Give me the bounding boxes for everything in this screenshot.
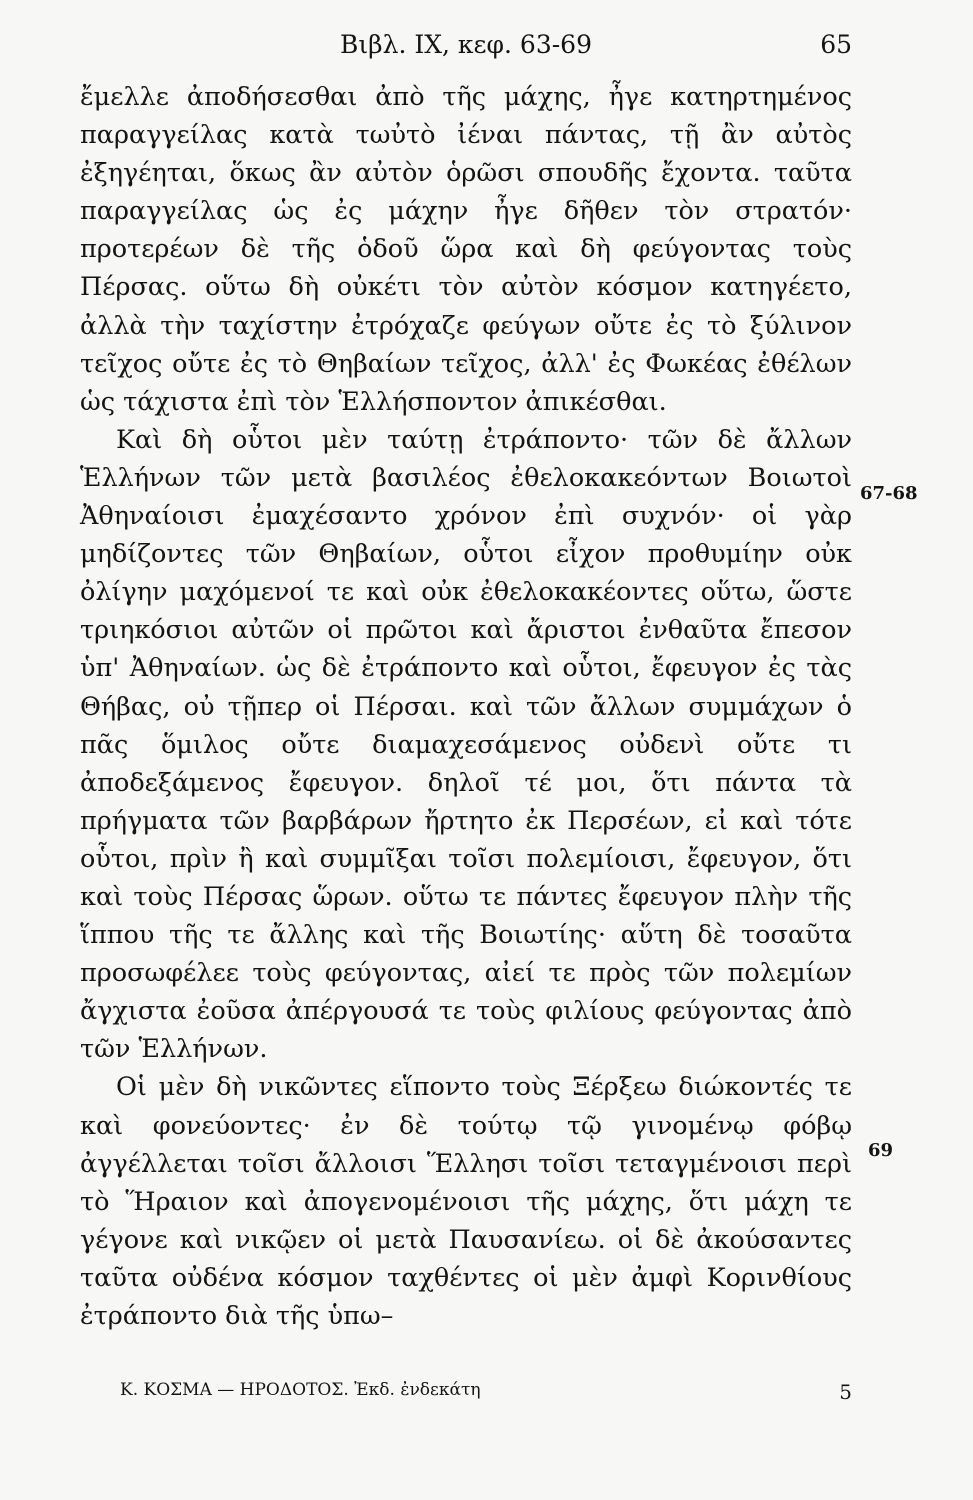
paragraph-3: Οἱ μὲν δὴ νικῶντες εἵποντο τοὺς Ξέρξεω διώκοντές τε καὶ φονεύοντες· ἐν δὲ τούτῳ τῷ γινομένῳ φόβῳ ἀγγέλλεται τοῖσι ἄλλοισι Ἕλλησι τοῖσι τεταγμένοισι περὶ τὸ Ἥραιον καὶ ἀπογενομένοισι τῆς μάχης, ὅτι μάχη τε γέγονε καὶ νικῷεν οἱ μετὰ Παυσανίεω. οἱ δὲ ἀκούσαντες ταῦτα οὐδένα κόσμον ταχθέντες οἱ μὲν ἀμφὶ Κορινθίους ἐτράποντο διὰ τῆς ὑπω– [80,1072,852,1331]
margin-note-69: 69 [868,1140,894,1161]
margin-note-67-68: 67-68 [860,483,918,504]
page-header [80,30,852,70]
paragraph-2: Καὶ δὴ οὗτοι μὲν ταύτῃ ἐτράποντο· τῶν δὲ ἄλλων Ἑλλήνων τῶν μετὰ βασιλέος ἐθελοκακεόντων Βοιωτοὶ Ἀθηναίοισι ἐμαχέσαντο χρόνον ἐπὶ συχνόν· οἱ γὰρ μηδίζοντες τῶν Θηβαίων, οὗτοι εἶχον προθυμίην οὐκ ὀλίγην μαχόμενοί τε καὶ οὐκ ἐθελοκακέοντες οὕτω, ὥστε τριηκόσιοι αὐτῶν οἱ πρῶτοι καὶ ἄριστοι ἐνθαῦτα ἔπεσον ὑπ' Ἀθηναίων. ὡς δὲ ἐτράποντο καὶ οὗτοι, ἔφευγον ἐς τὰς Θήβας, οὐ τῇπερ οἱ Πέρσαι. καὶ τῶν ἄλλων συμμάχων ὁ πᾶς ὅμιλος οὔτε διαμαχεσάμενος οὐδενὶ οὔτε τι ἀποδεξάμενος ἔφευγον. δηλοῖ τέ μοι, ὅτι πάντα τὰ πρήγματα τῶν βαρβάρων ἤρτητο ἐκ Περσέων, εἰ καὶ τότε οὗτοι, πρὶν ἢ καὶ συμμῖξαι τοῖσι πολεμίοισι, ἔφευγον, ὅτι καὶ τοὺς Πέρσας ὥρων. οὕτω τε πάντες ἔφευγον πλὴν τῆς ἵππου τῆς τε ἄλλης καὶ τῆς Βοιωτίης· αὕτη δὲ τοσαῦτα προσωφέλεε τοὺς φεύγοντας, αἰεί τε πρὸς τῶν πολεμίων ἄγχιστα ἐοῦσα ἀπέργουσά τε τοὺς φιλίους φεύγοντας ἀπὸ τῶν Ἑλλήνων. [80,424,852,1065]
footer-imprint: Κ. ΚΟΣΜΑ — ΗΡΟΔΟΤΟΣ. Ἐκδ. ἐνδεκάτη [120,1380,481,1400]
body-text [80,78,852,1335]
page-number: 65 [820,30,852,59]
paragraph-1: ἔμελλε ἀποδήσεσθαι ἀπὸ τῆς μάχης, ἦγε κατηρτημένος παραγγείλας κατὰ τωὐτὸ ἰέναι πάντας, τῇ ἂν αὐτὸς ἐξηγέηται, ὅκως ἂν αὐτὸν ὁρῶσι σπουδῆς ἔχοντα. ταῦτα παραγγείλας ὡς ἐς μάχην ἦγε δῆθεν τὸν στρατόν· προτερέων δὲ τῆς ὁδοῦ ὥρα καὶ δὴ φεύγοντας τοὺς Πέρσας. οὕτω δὴ οὐκέτι τὸν αὐτὸν κόσμον κατηγέετο, ἀλλὰ τὴν ταχίστην ἐτρόχαζε φεύγων οὔτε ἐς τὸ ξύλινον τεῖχος οὔτε ἐς τὸ Θηβαίων τεῖχος, ἀλλ' ἐς Φωκέας ἐθέλων ὡς τάχιστα ἐπὶ τὸν Ἑλλήσποντον ἀπικέσθαι. [80,82,852,417]
running-title: Βιβλ. ΙΧ, κεφ. 63-69 [340,30,592,59]
page-footer [120,1380,852,1404]
signature-mark: 5 [839,1380,852,1404]
